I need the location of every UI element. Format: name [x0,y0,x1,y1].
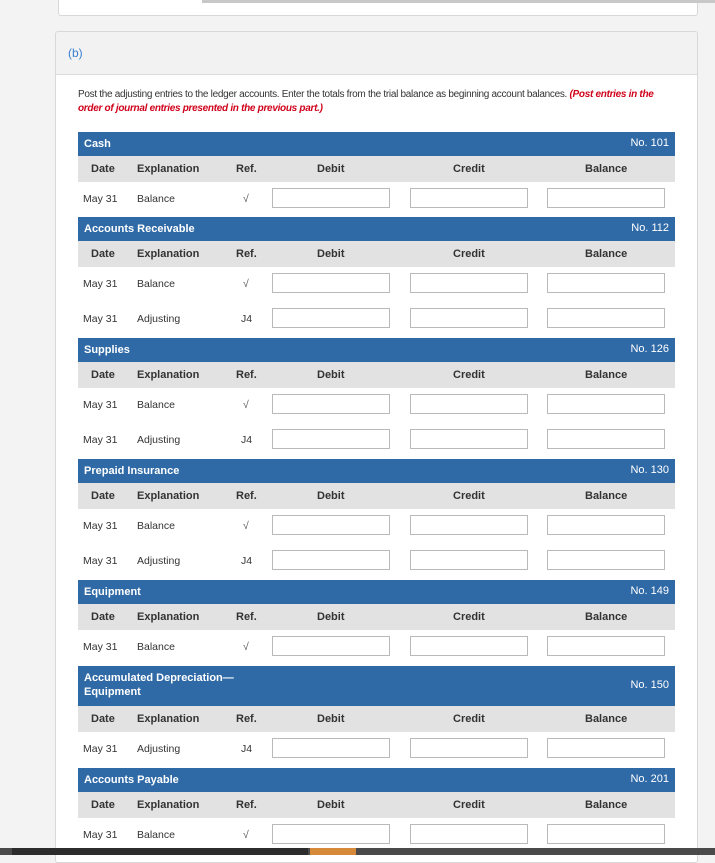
balance-input[interactable] [547,550,665,570]
col-debit: Debit [317,611,345,623]
row-explanation: Adjusting [137,743,181,755]
col-ref: Ref. [236,490,257,502]
account-number: No. 149 [630,585,669,597]
row-explanation: Balance [137,193,175,205]
column-headers [78,483,675,509]
row-explanation: Adjusting [137,313,181,325]
col-date: Date [91,799,115,811]
col-explanation: Explanation [137,163,200,175]
ledger-prepaid-insurance [78,459,675,579]
col-debit: Debit [317,799,345,811]
col-explanation: Explanation [137,248,200,260]
debit-input[interactable] [272,636,390,656]
balance-input[interactable] [547,394,665,414]
col-ref: Ref. [236,611,257,623]
row-ref: J4 [241,743,253,755]
col-balance: Balance [585,713,628,725]
row-explanation: Balance [137,829,175,841]
ledger-header [78,580,675,604]
debit-input[interactable] [272,550,390,570]
account-name: Equipment [84,586,141,598]
col-date: Date [91,713,115,725]
account-number: No. 101 [630,137,669,149]
row-explanation: Balance [137,641,175,653]
row-ref: J4 [241,313,253,325]
credit-input[interactable] [410,550,528,570]
ledger-row [78,182,675,217]
balance-input[interactable] [547,188,665,208]
column-headers [78,156,675,182]
taskbar-segment [12,848,308,855]
row-explanation: Adjusting [137,434,181,446]
account-name: Prepaid Insurance [84,465,180,477]
col-credit: Credit [453,163,485,175]
row-ref: √ [243,829,249,841]
ledger-equipment [78,580,675,665]
col-balance: Balance [585,611,628,623]
ledger-header [78,666,675,706]
debit-input[interactable] [272,738,390,758]
account-number: No. 126 [630,343,669,355]
col-ref: Ref. [236,369,257,381]
credit-input[interactable] [410,738,528,758]
column-headers [78,792,675,818]
instructions [78,88,678,116]
col-balance: Balance [585,799,628,811]
debit-input[interactable] [272,394,390,414]
row-explanation: Balance [137,520,175,532]
col-credit: Credit [453,490,485,502]
row-date: May 31 [83,641,118,653]
row-date: May 31 [83,399,118,411]
credit-input[interactable] [410,308,528,328]
ledger-row [78,630,675,665]
part-header [56,32,697,75]
column-headers [78,706,675,732]
ledger-accounts-receivable [78,217,675,337]
col-ref: Ref. [236,248,257,260]
col-explanation: Explanation [137,713,200,725]
ledger-row [78,544,675,579]
previous-part-box [58,0,698,16]
row-ref: J4 [241,434,253,446]
col-debit: Debit [317,713,345,725]
col-explanation: Explanation [137,611,200,623]
col-debit: Debit [317,490,345,502]
account-name: Accumulated Depreciation—Equipment [84,672,234,698]
row-date: May 31 [83,743,118,755]
col-date: Date [91,163,115,175]
row-explanation: Balance [137,278,175,290]
row-ref: √ [243,278,249,290]
col-explanation: Explanation [137,799,200,811]
col-debit: Debit [317,248,345,260]
debit-input[interactable] [272,188,390,208]
credit-input[interactable] [410,188,528,208]
account-name: Cash [84,138,111,150]
row-date: May 31 [83,434,118,446]
account-name: Supplies [84,344,130,356]
col-debit: Debit [317,163,345,175]
col-date: Date [91,248,115,260]
ledger-supplies [78,338,675,458]
ledger-row [78,732,675,767]
account-name: Accounts Payable [84,774,179,786]
ledger-header [78,768,675,792]
ledger-row [78,423,675,458]
ledger-row [78,509,675,544]
row-date: May 31 [83,313,118,325]
col-balance: Balance [585,163,628,175]
col-credit: Credit [453,611,485,623]
balance-input[interactable] [547,273,665,293]
debit-input[interactable] [272,515,390,535]
row-ref: J4 [241,555,253,567]
row-ref: √ [243,520,249,532]
ledger-cash [78,132,675,217]
balance-input[interactable] [547,738,665,758]
row-date: May 31 [83,278,118,290]
balance-input[interactable] [547,636,665,656]
debit-input[interactable] [272,824,390,844]
ledger-header [78,217,675,241]
account-number: No. 150 [630,679,669,691]
ledger-header [78,338,675,362]
account-number: No. 201 [630,773,669,785]
col-date: Date [91,611,115,623]
debit-input[interactable] [272,308,390,328]
ledger-row [78,267,675,302]
ledger-accounts-payable [78,768,675,853]
col-ref: Ref. [236,163,257,175]
part-b-panel [55,31,698,863]
col-balance: Balance [585,248,628,260]
col-credit: Credit [453,799,485,811]
row-date: May 31 [83,555,118,567]
col-credit: Credit [453,713,485,725]
col-ref: Ref. [236,713,257,725]
ledger-accumulated-depreciation [78,666,675,767]
col-balance: Balance [585,369,628,381]
row-explanation: Adjusting [137,555,181,567]
row-explanation: Balance [137,399,175,411]
row-ref: √ [243,193,249,205]
col-ref: Ref. [236,799,257,811]
balance-input[interactable] [547,515,665,535]
row-date: May 31 [83,193,118,205]
account-number: No. 130 [630,464,669,476]
row-date: May 31 [83,520,118,532]
balance-input[interactable] [547,308,665,328]
col-credit: Credit [453,248,485,260]
account-name: Accounts Receivable [84,223,195,235]
col-explanation: Explanation [137,369,200,381]
col-date: Date [91,369,115,381]
credit-input[interactable] [410,394,528,414]
credit-input[interactable] [410,636,528,656]
instructions-text: Post the adjusting entries to the ledger accounts. Enter the totals from the trial balance as beginning account balances. [78,89,568,100]
ledger-header [78,459,675,483]
row-date: May 31 [83,829,118,841]
ledger-header [78,132,675,156]
part-label: (b) [68,46,83,60]
instructions-emphasis: (Post entries in the order of journal entries presented in the previous part.) [78,89,654,114]
col-credit: Credit [453,369,485,381]
balance-input[interactable] [547,429,665,449]
credit-input[interactable] [410,273,528,293]
col-debit: Debit [317,369,345,381]
debit-input[interactable] [272,273,390,293]
column-headers [78,241,675,267]
credit-input[interactable] [410,515,528,535]
ledger-row [78,388,675,423]
credit-input[interactable] [410,429,528,449]
row-ref: √ [243,399,249,411]
ledger-row [78,302,675,337]
column-headers [78,362,675,388]
row-ref: √ [243,641,249,653]
horizontal-scrollbar[interactable] [202,0,715,3]
col-balance: Balance [585,490,628,502]
taskbar-active-item[interactable] [310,848,356,855]
credit-input[interactable] [410,824,528,844]
balance-input[interactable] [547,824,665,844]
col-explanation: Explanation [137,490,200,502]
account-number: No. 112 [631,222,669,234]
col-date: Date [91,490,115,502]
debit-input[interactable] [272,429,390,449]
column-headers [78,604,675,630]
